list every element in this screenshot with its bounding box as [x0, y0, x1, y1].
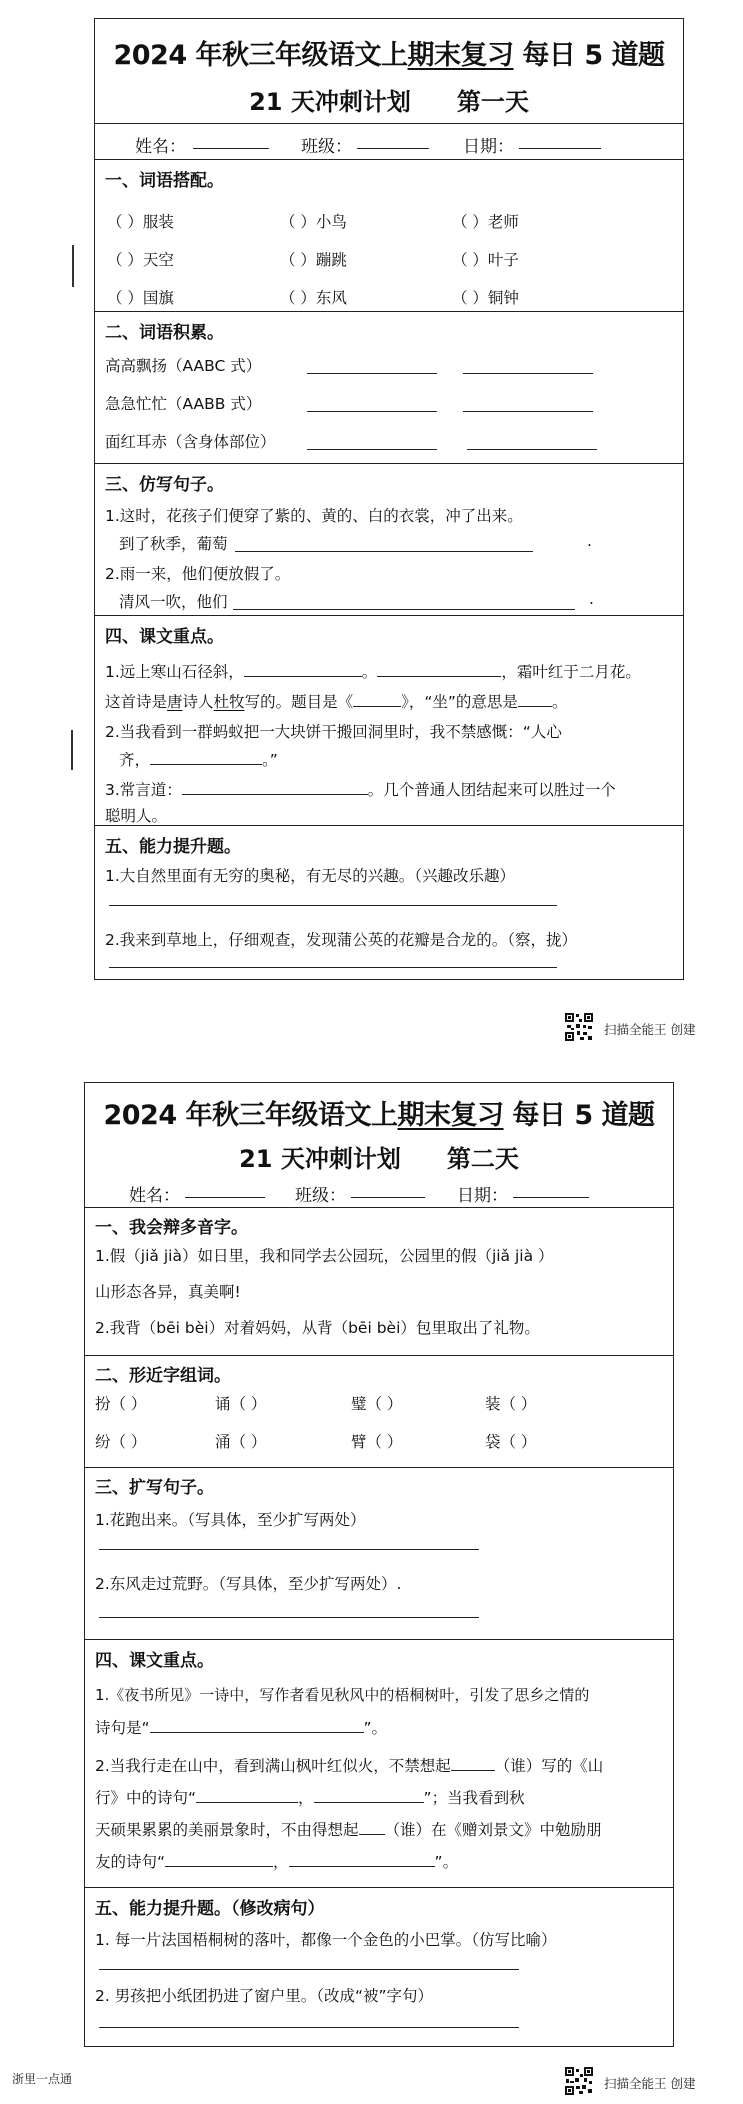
question-text: 这首诗是唐诗人杜牧写的。题目是《 》，“坐”的意思是 。	[105, 693, 568, 711]
match-item[interactable]: （ ）蹦跳	[280, 251, 347, 269]
match-item[interactable]: （ ）叶子	[452, 251, 519, 269]
question-text: 1.大自然里面有无穷的奥秘，有无尽的兴趣。（兴趣改乐趣）	[105, 867, 516, 885]
question-text: 1.远上寒山石径斜， 。 ，霜叶红于二月花。	[105, 663, 641, 681]
qr-code-icon	[564, 1012, 594, 1042]
date-field[interactable]	[519, 132, 601, 149]
char-item[interactable]: 涌（ ）	[215, 1433, 267, 1451]
section-heading: 四、课文重点。	[105, 627, 224, 647]
class-field[interactable]	[351, 1181, 425, 1198]
question-text: 天硕果累累的美丽景象时，不由得想起 （谁）在《赠刘景文》中勉励朋	[95, 1821, 602, 1839]
footer-watermark: 浙里一点通	[12, 2072, 73, 2086]
section-heading: 一、我会辩多音字。	[95, 1218, 248, 1238]
answer-line[interactable]	[307, 448, 437, 450]
question-text: 2. 男孩把小纸团扔进了窗户里。（改成“被”字句）	[95, 1987, 434, 2005]
char-item[interactable]: 璧（ ）	[351, 1395, 403, 1413]
question-text: 2.我来到草地上，仔细观查，发现蒲公英的花瓣是合龙的。（察，拢）	[105, 931, 578, 949]
scanner-credit: 扫描全能王 创建	[604, 1022, 696, 1037]
section-expand	[85, 1467, 673, 1639]
char-item[interactable]: 扮（ ）	[95, 1395, 147, 1413]
margin-mark	[72, 245, 74, 287]
answer-line[interactable]	[99, 2026, 519, 2028]
question-text: 到了秋季，葡萄	[119, 535, 228, 553]
margin-mark	[71, 730, 73, 770]
section-imitation	[95, 463, 683, 615]
match-item[interactable]: （ ）国旗	[107, 289, 174, 307]
period-mark: .	[589, 590, 594, 608]
question-text: 1.这时，花孩子们便穿了紫的、黄的、白的衣裳，冲了出来。	[105, 507, 523, 525]
section-key-points	[95, 615, 683, 825]
answer-line[interactable]	[109, 966, 557, 968]
section-heading: 三、仿写句子。	[105, 475, 224, 495]
idiom-item: 面红耳赤（含身体部位）	[105, 433, 276, 451]
class-field[interactable]	[357, 132, 429, 149]
question-text: 行》中的诗句“ ， ”；当我看到秋	[95, 1789, 525, 1807]
section-polyphone	[85, 1207, 673, 1355]
class-label: 班级：	[295, 1186, 346, 1206]
date-label: 日期：	[463, 137, 514, 157]
char-item[interactable]: 袋（ ）	[485, 1433, 537, 1451]
name-label: 姓名：	[135, 137, 186, 157]
scanner-credit: 扫描全能王 创建	[604, 2076, 696, 2091]
date-field[interactable]	[513, 1181, 589, 1198]
question-text: 2.我背（bēi bèi）对着妈妈，从背（bēi bèi）包里取出了礼物。	[95, 1319, 540, 1337]
question-text: 清风一吹，他们	[119, 593, 228, 611]
worksheet-day-1	[94, 18, 684, 980]
char-item[interactable]: 装（ ）	[485, 1395, 537, 1413]
section-heading: 二、词语积累。	[105, 323, 224, 343]
match-item[interactable]: （ ）东风	[280, 289, 347, 307]
answer-line[interactable]	[99, 1548, 479, 1550]
period-mark: .	[587, 532, 592, 550]
class-label: 班级：	[301, 137, 352, 157]
section-ability	[95, 825, 683, 981]
section-similar-chars	[85, 1355, 673, 1467]
idiom-item: 急急忙忙（AABB 式）	[105, 395, 262, 413]
date-label: 日期：	[457, 1186, 508, 1206]
section-heading: 五、能力提升题。	[105, 837, 241, 857]
match-item[interactable]: （ ）小鸟	[280, 213, 347, 231]
match-item[interactable]: （ ）铜钟	[452, 289, 519, 307]
answer-line[interactable]	[307, 372, 437, 374]
answer-line[interactable]	[233, 608, 575, 610]
name-field[interactable]	[193, 132, 269, 149]
name-field[interactable]	[185, 1181, 265, 1198]
question-text: 2.当我行走在山中，看到满山枫叶红似火，不禁想起 （谁）写的《山	[95, 1757, 604, 1775]
question-text: 2.雨一来，他们便放假了。	[105, 565, 291, 583]
question-text: 聪明人。	[105, 807, 168, 825]
char-item[interactable]: 纷（ ）	[95, 1433, 147, 1451]
char-item[interactable]: 臂（ ）	[351, 1433, 403, 1451]
char-item[interactable]: 诵（ ）	[215, 1395, 267, 1413]
question-text: 山形态各异，真美啊!	[95, 1283, 241, 1301]
match-item[interactable]: （ ）老师	[452, 213, 519, 231]
qr-code-icon	[564, 2066, 594, 2096]
answer-line[interactable]	[467, 448, 597, 450]
answer-line[interactable]	[99, 1968, 519, 1970]
section-key-points	[85, 1639, 673, 1887]
question-text: 齐， 。”	[119, 751, 278, 769]
section-heading: 二、形近字组词。	[95, 1366, 231, 1386]
section-word-matching	[95, 159, 683, 311]
question-text: 2.当我看到一群蚂蚁把一大块饼干搬回洞里时，我不禁感慨：“人心	[105, 723, 562, 741]
question-text: 诗句是“ ”。	[95, 1719, 388, 1737]
page-title: 2024 年秋三年级语文上期末复习 每日 5 道题	[113, 40, 665, 71]
question-text: 1.假（jiǎ jià）如日里，我和同学去公园玩，公园里的假（jiǎ jià ）	[95, 1247, 554, 1265]
answer-line[interactable]	[109, 904, 557, 906]
question-text: 友的诗句“ ， ”。	[95, 1853, 459, 1871]
page-title: 2024 年秋三年级语文上期末复习 每日 5 道题	[103, 1100, 655, 1131]
question-text: 3.常言道： 。几个普通人团结起来可以胜过一个	[105, 781, 616, 799]
match-item[interactable]: （ ）天空	[107, 251, 174, 269]
section-ability	[85, 1887, 673, 2048]
page-subtitle: 21 天冲刺计划 第一天	[249, 88, 529, 116]
section-heading: 一、词语搭配。	[105, 171, 224, 191]
answer-line[interactable]	[463, 372, 593, 374]
section-word-accumulation	[95, 311, 683, 463]
question-text: 1. 每一片法国梧桐树的落叶，都像一个金色的小巴掌。（仿写比喻）	[95, 1931, 557, 1949]
question-text: 1.花跑出来。（写具体，至少扩写两处）	[95, 1511, 366, 1529]
info-row	[95, 123, 683, 159]
section-heading: 三、扩写句子。	[95, 1478, 214, 1498]
question-text: 1.《夜书所见》一诗中，写作者看见秋风中的梧桐树叶，引发了思乡之情的	[95, 1686, 590, 1704]
section-heading: 四、课文重点。	[95, 1651, 214, 1671]
question-text: 2.东风走过荒野。（写具体，至少扩写两处）.	[95, 1575, 402, 1593]
answer-line[interactable]	[235, 550, 533, 552]
name-label: 姓名：	[129, 1186, 180, 1206]
match-item[interactable]: （ ）服装	[107, 213, 174, 231]
section-heading: 五、能力提升题。（修改病句）	[95, 1899, 325, 1919]
page-subtitle: 21 天冲刺计划 第二天	[239, 1145, 519, 1173]
idiom-item: 高高飘扬（AABC 式）	[105, 357, 262, 375]
answer-line[interactable]	[307, 410, 437, 412]
worksheet-day-2	[84, 1082, 674, 2047]
answer-line[interactable]	[463, 410, 593, 412]
answer-line[interactable]	[99, 1616, 479, 1618]
